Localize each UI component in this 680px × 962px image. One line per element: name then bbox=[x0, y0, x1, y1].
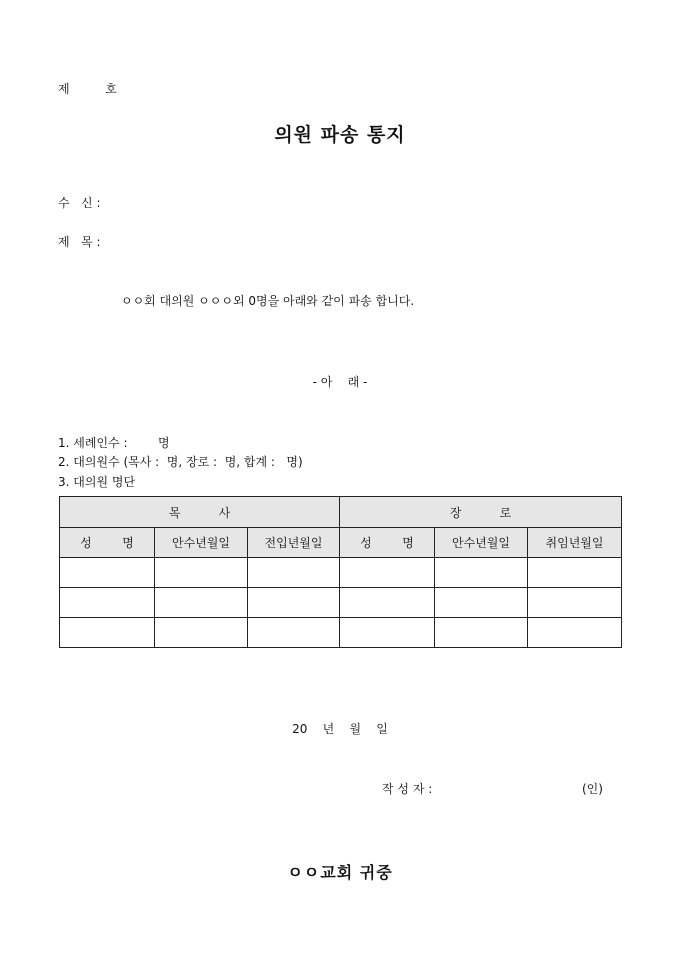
date-line: 20 년 월 일 bbox=[292, 722, 388, 736]
column-header-name: 성 명 bbox=[340, 528, 435, 558]
column-header-installation-date: 취임년월일 bbox=[528, 528, 622, 558]
table-cell bbox=[60, 588, 155, 618]
column-header-ordination-date: 안수년월일 bbox=[155, 528, 248, 558]
table-cell bbox=[528, 558, 622, 588]
table-cell bbox=[340, 618, 435, 648]
table-row bbox=[60, 588, 622, 618]
table-cell bbox=[435, 618, 528, 648]
recipient-label: 수 신 : bbox=[58, 196, 101, 210]
subject-label: 제 목 : bbox=[58, 235, 101, 249]
table-cell bbox=[248, 618, 340, 648]
table-cell bbox=[155, 588, 248, 618]
baptized-count-line: 1. 세례인수 : 명 bbox=[58, 436, 170, 450]
body-text: ㅇㅇ회 대의원 ㅇㅇㅇ외 0명을 아래와 같이 파송 합니다. bbox=[121, 294, 415, 308]
addressee-footer: ㅇㅇ교회 귀중 bbox=[287, 863, 393, 882]
group-header-pastor: 목 사 bbox=[60, 497, 340, 528]
document-number-prefix: 제 bbox=[58, 82, 70, 96]
delegate-count-line: 2. 대의원수 (목사 : 명, 장로 : 명, 합계 : 명) bbox=[58, 455, 303, 469]
column-header-name: 성 명 bbox=[60, 528, 155, 558]
column-header-ordination-date: 안수년월일 bbox=[435, 528, 528, 558]
table-cell bbox=[528, 588, 622, 618]
table-cell bbox=[155, 558, 248, 588]
table-cell bbox=[340, 588, 435, 618]
page-title: 의원 파송 통지 bbox=[274, 124, 406, 146]
table-cell bbox=[528, 618, 622, 648]
table-cell bbox=[248, 558, 340, 588]
table-cell bbox=[60, 618, 155, 648]
table-cell bbox=[155, 618, 248, 648]
table-cell bbox=[435, 558, 528, 588]
table-row bbox=[60, 558, 622, 588]
table-row bbox=[60, 618, 622, 648]
below-heading: - 아 래 - bbox=[312, 375, 368, 389]
document-number-suffix: 호 bbox=[105, 82, 117, 96]
table-cell bbox=[248, 588, 340, 618]
table-cell bbox=[435, 588, 528, 618]
seal-mark: (인) bbox=[582, 782, 603, 796]
roster-heading: 3. 대의원 명단 bbox=[58, 475, 136, 489]
table-cell bbox=[60, 558, 155, 588]
column-header-transfer-date: 전입년월일 bbox=[248, 528, 340, 558]
delegate-roster-table bbox=[59, 496, 622, 648]
author-label: 작 성 자 : bbox=[382, 782, 433, 796]
document-number bbox=[58, 80, 117, 97]
group-header-elder: 장 로 bbox=[340, 497, 622, 528]
table-cell bbox=[340, 558, 435, 588]
